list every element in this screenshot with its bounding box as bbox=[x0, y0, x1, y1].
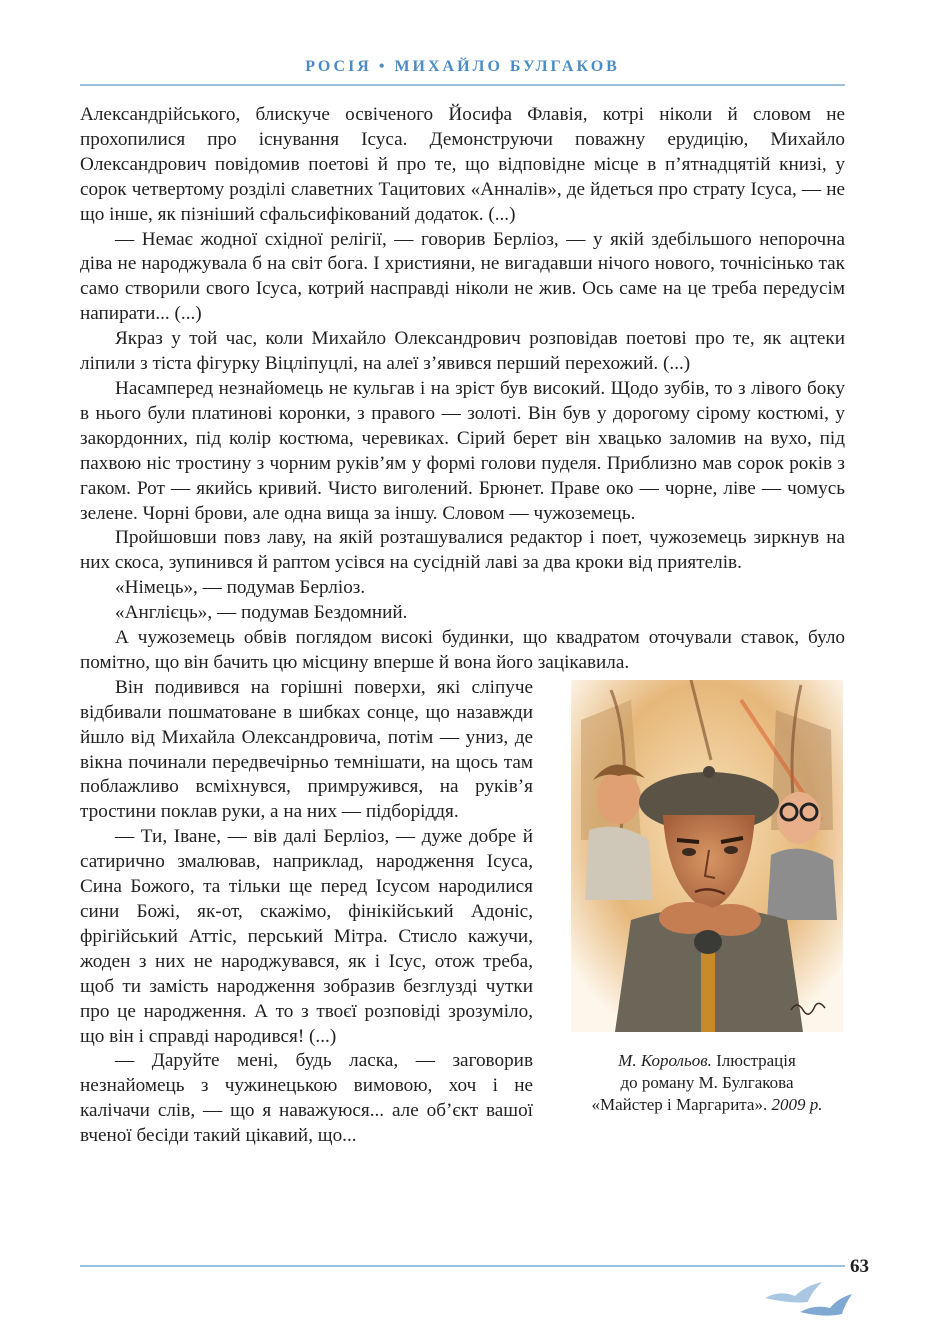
paragraph: — Ти, Іване, — вів далі Берліоз, — дуже добре й сатирично змалював, наприклад, народження Ісуса, Сина Божого, та тільки ще перед Ісусом народилися сини Божі, як-от, скажімо, фінікійський Адоніс, фрігійський Аттіс, перський Мітра. Стисло кажучи, жоден з них не народжувався, як і Ісус, отож треба, щоб ти замість народження зобразив безглузді чутки про це народження. А то з твоєї розповіді зрозуміло, що він і справді народився! (...) bbox=[80, 826, 533, 1047]
running-header bbox=[80, 58, 845, 76]
caption-line1: Ілюстрація bbox=[716, 1050, 796, 1070]
paragraph: Якраз у той час, коли Михайло Олександрович розповідав поетові про те, як ацтеки ліпили з тіста фігурку Віцліпуцлі, на алеї з’явився перший перехожий. (...) bbox=[80, 328, 845, 375]
illustration-caption bbox=[571, 1050, 843, 1116]
body-text bbox=[80, 103, 845, 1149]
header-divider bbox=[80, 84, 845, 86]
paragraph: Пройшовши повз лаву, на якій розташувалися редактор і поет, чужоземець зиркнув на них скоса, зупинився й раптом усівся на сусідній лаві за два кроки від приятелів. bbox=[80, 527, 845, 574]
paragraph: «Німець», — подумав Берліоз. bbox=[115, 577, 366, 599]
paragraph: Він подивився на горішні поверхи, які сліпуче відбивали пошматоване в шибках сонце, що назавжди йшло від Михайла Олександровича, потім — униз, де вікна починали передвечірньо темнішати, на щось там поблажливо всміхнувся, примружився, на руків’я тростини поклав руки, а на них — підборіддя. bbox=[80, 676, 533, 823]
caption-line3: «Майстер і Маргарита». bbox=[591, 1094, 768, 1114]
caption-line2: до роману М. Булгакова bbox=[620, 1072, 794, 1092]
footer-divider bbox=[80, 1265, 845, 1267]
illustration-image bbox=[571, 680, 843, 1032]
page-number: 63 bbox=[850, 1256, 869, 1277]
paragraph: А чужоземець обвів поглядом високі будинки, що квадратом оточували ставок, було помітно, що він бачить цю місцину вперше й вона його зацікавила. bbox=[80, 627, 845, 673]
caption-year: 2009 р. bbox=[771, 1094, 823, 1114]
paragraph: — Немає жодної східної релігії, — говорив Берліоз, — у якій здебільшого непорочна діва не народжувала б на світ бога. І християни, не вигадавши нічого нового, точнісінько так само створили свого Ісуса, котрий насправді ніколи не жив. Ось саме на це треба передусім напирати... (...) bbox=[80, 228, 845, 325]
paragraph: Насамперед незнайомець не кульгав і на зріст був високий. Щодо зубів, то з лівого боку в нього були платинові коронки, з правого — золоті. Він був у дорогому сірому костюмі, у закордонних, під колір костюма, черевиках. Сірий берет він хвацько заломив на вухо, під пахвою ніс тростину з чорним руків’ям у формі голови пуделя. Приблизно мав сорок років з гаком. Рот — якийсь кривий. Чисто виголений. Брюнет. Праве око — чорне, ліве — чомусь зелене. Чорні брови, але одна вища за іншу. Словом — чужоземець. bbox=[80, 377, 845, 524]
header-author: МИХАЙЛО БУЛГАКОВ bbox=[394, 58, 620, 75]
header-country: РОСІЯ bbox=[305, 58, 372, 75]
header-separator: • bbox=[378, 58, 388, 75]
paragraph: Александрійського, блискуче освіченого Йосифа Флавія, котрі ніколи й словом не прохопилися про існування Ісуса. Демонструючи поважну ерудицію, Михайло Олександрович повідомив поетові й про те, що відповідне місце в п’ятнадцятій книзі, у сорок четвертому розділі славетних Тацитових «Анналів», де йдеться про страту Ісуса, — не що інше, як пізніший сфальсифікований додаток. (...) bbox=[80, 104, 845, 225]
birds-icon bbox=[760, 1268, 855, 1328]
paragraph: — Даруйте мені, будь ласка, — заговорив незнайомець з чужинецькою вимовою, хоч і не калічачи слів, — що я наважуюся... але об’єкт вашої вченої бесіди такий цікавий, що... bbox=[80, 1050, 533, 1147]
illustration-figure bbox=[555, 680, 845, 1124]
paragraph: «Англієць», — подумав Бездомний. bbox=[115, 602, 408, 624]
caption-author: М. Корольов. bbox=[618, 1050, 712, 1070]
